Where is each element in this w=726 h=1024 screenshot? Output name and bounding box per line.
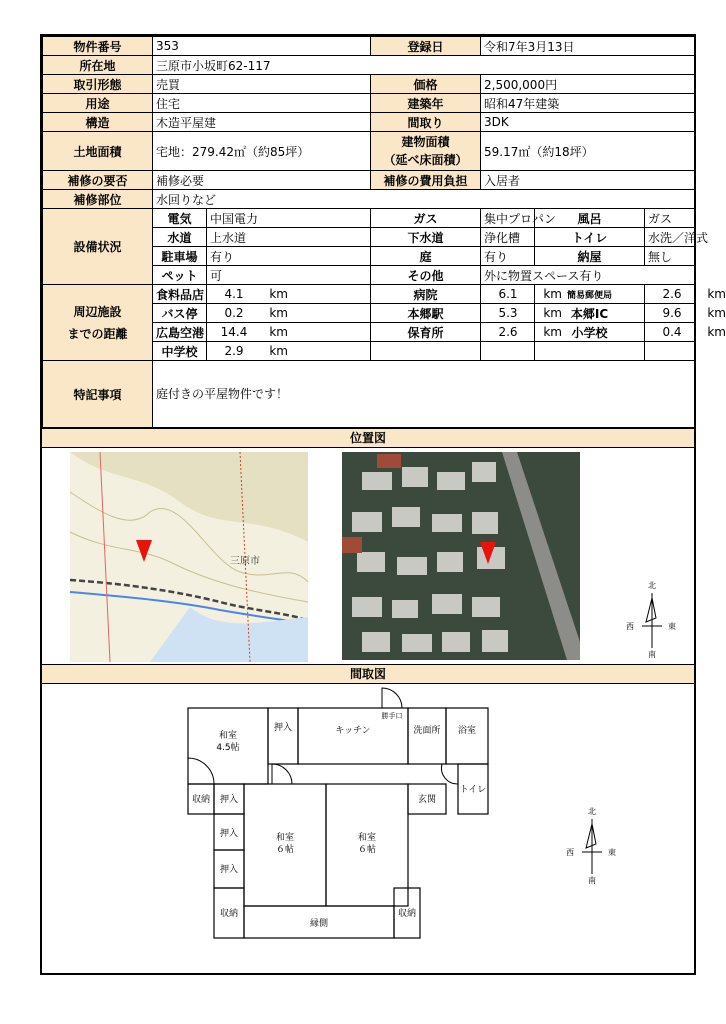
room-washitsu-6-a: 和室	[275, 833, 295, 843]
compass-south: 南	[648, 650, 656, 659]
remarks-text: 庭付きの平屋物件です！	[153, 361, 695, 428]
structure: 木造平屋建	[153, 113, 371, 132]
facility-key: 風呂	[535, 209, 645, 228]
layout-label: 間取り	[371, 113, 481, 132]
land-area: 宅地：279.42㎡（約85坪）	[153, 132, 371, 171]
facility-key: ペット	[153, 266, 207, 285]
floorplan-heading: 間取図	[42, 664, 694, 684]
property-number: 353	[153, 37, 371, 56]
room-shuno-left: 収納	[191, 795, 211, 805]
facility-key: 庭	[371, 247, 481, 266]
built-year: 昭和47年建築	[481, 94, 695, 113]
empty-cell	[371, 342, 481, 361]
facility-value: 有り	[207, 247, 371, 266]
distance-value: 0.2 km	[207, 304, 371, 323]
repair-cost-label: 補修の費用負担	[371, 171, 481, 190]
floor-plan	[182, 688, 502, 940]
floorplan-section	[42, 684, 694, 944]
facility-value: 有り	[481, 247, 535, 266]
property-number-label: 物件番号	[43, 37, 153, 56]
distance-key: 中学校	[153, 342, 207, 361]
repair-part-label: 補修部位	[43, 190, 153, 209]
room-katteguchi: 勝手口	[381, 712, 403, 720]
room-washitsu-6-a-size: ６帖	[275, 845, 295, 855]
land-label: 土地面積	[43, 132, 153, 171]
facility-key: 電気	[153, 209, 207, 228]
distance-key: 病院	[371, 285, 481, 304]
room-washitsu-6-b: 和室	[357, 833, 377, 843]
room-genkan: 玄関	[417, 795, 437, 805]
distance-value: 6.1 km	[481, 285, 535, 304]
facility-key: その他	[371, 266, 481, 285]
distance-label	[43, 285, 153, 361]
facility-value: 外に物置スペース有り	[481, 266, 695, 285]
distance-value: 2.9 km	[207, 342, 371, 361]
facility-key: 駐車場	[153, 247, 207, 266]
use-label: 用途	[43, 94, 153, 113]
city-label: 三原市	[230, 556, 260, 567]
empty-cell	[481, 342, 535, 361]
distance-value: 5.3 km	[481, 304, 535, 323]
compass-west: 西	[626, 622, 634, 631]
repair-need: 補修必要	[153, 171, 371, 190]
distance-key: バス停	[153, 304, 207, 323]
location-section	[42, 448, 694, 664]
aerial-map	[342, 452, 580, 660]
distance-value: 2.6 km	[645, 285, 695, 304]
facilities-label: 設備状況	[43, 209, 153, 285]
deal-label: 取引形態	[43, 75, 153, 94]
room-washitsu-6-b-size: ６帖	[357, 845, 377, 855]
distance-value: 0.4 km	[645, 323, 695, 342]
location-heading: 位置図	[42, 428, 694, 448]
room-oshiire-1: 押入	[219, 829, 239, 839]
facility-value: 中国電力	[207, 209, 371, 228]
compass-north: 北	[588, 807, 596, 816]
distance-key: 本郷IC	[535, 304, 645, 323]
distance-key: 広島空港	[153, 323, 207, 342]
distance-value: 14.4 km	[207, 323, 371, 342]
facility-key: トイレ	[535, 228, 645, 247]
price-label: 価格	[371, 75, 481, 94]
layout: 3DK	[481, 113, 695, 132]
repair-cost: 入居者	[481, 171, 695, 190]
distance-label-line1: 周辺施設	[73, 304, 122, 319]
distance-key: 小学校	[535, 323, 645, 342]
facility-value: 集中プロパン	[481, 209, 535, 228]
compass-east: 東	[668, 622, 676, 631]
building-area-label	[371, 132, 481, 171]
distance-value: 2.6 km	[481, 323, 535, 342]
room-shuno-bottom-left: 収納	[219, 909, 239, 919]
distance-key: 食料品店	[153, 285, 207, 304]
building-label-line2: （延べ床面積）	[383, 153, 468, 167]
room-washitsu-4-5: 和室	[218, 731, 238, 741]
facility-value: ガス	[645, 209, 695, 228]
compass-south: 南	[588, 876, 596, 885]
room-washitsu-4-5-size: 4.5帖	[216, 743, 240, 753]
room-yokushitsu: 浴室	[457, 726, 477, 736]
compass-icon	[562, 804, 622, 884]
facility-value: 無し	[645, 247, 695, 266]
facility-key: 水道	[153, 228, 207, 247]
address: 三原市小坂町62-117	[153, 56, 695, 75]
repair-need-label: 補修の要否	[43, 171, 153, 190]
empty-cell	[645, 342, 695, 361]
remarks-label: 特記事項	[43, 361, 153, 428]
distance-key: 簡易郵便局	[535, 285, 645, 304]
property-info-table	[42, 36, 726, 428]
facility-key: 下水道	[371, 228, 481, 247]
room-oshiire-2: 押入	[219, 865, 239, 875]
room-kitchen: キッチン	[335, 726, 371, 736]
compass-west: 西	[566, 848, 574, 857]
property-sheet	[40, 34, 726, 975]
compass-icon	[622, 578, 682, 658]
facility-value: 浄化槽	[481, 228, 535, 247]
topographic-map	[70, 452, 308, 662]
facility-key: 納屋	[535, 247, 645, 266]
address-label: 所在地	[43, 56, 153, 75]
empty-cell	[535, 342, 645, 361]
room-oshiire-side: 押入	[219, 795, 239, 805]
use: 住宅	[153, 94, 371, 113]
distance-key: 保育所	[371, 323, 481, 342]
registered-label: 登録日	[371, 37, 481, 56]
compass-north: 北	[648, 581, 656, 590]
compass-east: 東	[608, 848, 616, 857]
room-senmenjo: 洗面所	[413, 726, 441, 736]
facility-key: ガス	[371, 209, 481, 228]
room-engawa: 縁側	[309, 919, 329, 929]
structure-label: 構造	[43, 113, 153, 132]
facility-value: 水洗／洋式	[645, 228, 695, 247]
facility-value: 可	[207, 266, 371, 285]
repair-part: 水回りなど	[153, 190, 695, 209]
room-shuno-bottom-right: 収納	[397, 909, 417, 919]
distance-value: 4.1 km	[207, 285, 371, 304]
price: 2,500,000円	[481, 75, 695, 94]
distance-key: 本郷駅	[371, 304, 481, 323]
facility-value: 上水道	[207, 228, 371, 247]
built-label: 建築年	[371, 94, 481, 113]
distance-label-line2: までの距離	[67, 326, 128, 341]
distance-value: 9.6 km	[645, 304, 695, 323]
room-toilet: トイレ	[459, 785, 487, 795]
registered-date: 令和7年3月13日	[481, 37, 695, 56]
room-oshiire-top: 押入	[273, 723, 293, 733]
deal: 売買	[153, 75, 371, 94]
building-area: 59.17㎡（約18坪）	[481, 132, 695, 171]
building-label-line1: 建物面積	[401, 135, 450, 149]
